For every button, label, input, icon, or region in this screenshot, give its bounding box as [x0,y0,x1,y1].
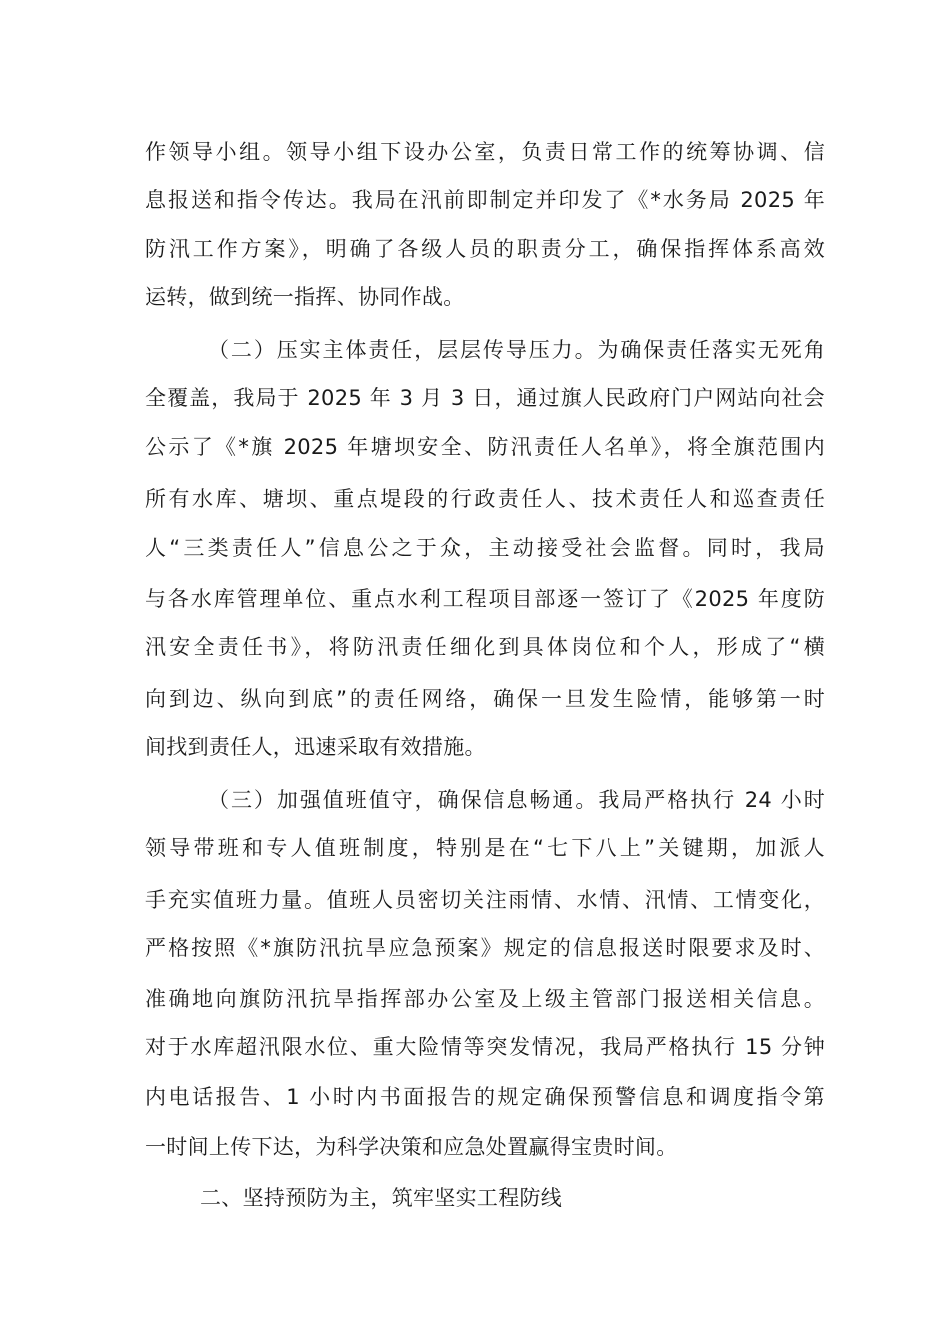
paragraph-3-line-1: （三）加强值班值守，确保信息畅通。我局严格执行 24 小时 [208,788,825,812]
paragraph-2-line-5: 人“三类责任人”信息公之于众，主动接受社会监督。同时，我局 [145,536,825,560]
paragraph-3-line-7: 内电话报告、1 小时内书面报告的规定确保预警信息和调度指令第 [145,1085,825,1109]
paragraph-2-line-9: 间找到责任人，迅速采取有效措施。 [145,735,486,759]
paragraph-3-line-4: 严格按照《*旗防汛抗旱应急预案》规定的信息报送时限要求及时、 [145,936,825,960]
paragraph-3-line-2: 领导带班和专人值班制度，特别是在“七下八上”关键期，加派人 [145,836,825,860]
paragraph-2-line-6: 与各水库管理单位、重点水利工程项目部逐一签订了《2025 年度防 [145,587,825,611]
section-heading-2: 二、坚持预防为主，筑牢坚实工程防线 [200,1186,563,1210]
paragraph-2-line-1: （二）压实主体责任，层层传导压力。为确保责任落实无死角 [208,338,825,362]
paragraph-1-line-1: 作领导小组。领导小组下设办公室，负责日常工作的统筹协调、信 [145,140,825,164]
paragraph-1-line-3: 防汛工作方案》，明确了各级人员的职责分工，确保指挥体系高效 [145,237,825,261]
paragraph-3-line-8: 一时间上传下达，为科学决策和应急处置赢得宝贵时间。 [145,1135,678,1159]
paragraph-3-line-3: 手充实值班力量。值班人员密切关注雨情、水情、汛情、工情变化， [145,888,825,912]
paragraph-2-line-4: 所有水库、塘坝、重点堤段的行政责任人、技术责任人和巡查责任 [145,487,825,511]
paragraph-2-line-3: 公示了《*旗 2025 年塘坝安全、防汛责任人名单》，将全旗范围内 [145,435,825,459]
paragraph-2-line-2: 全覆盖，我局于 2025 年 3 月 3 日，通过旗人民政府门户网站向社会 [145,386,825,410]
paragraph-1-line-2: 息报送和指令传达。我局在汛前即制定并印发了《*水务局 2025 年 [145,188,825,212]
paragraph-3-line-5: 准确地向旗防汛抗旱指挥部办公室及上级主管部门报送相关信息。 [145,987,825,1011]
paragraph-2-line-8: 向到边、纵向到底”的责任网络，确保一旦发生险情，能够第一时 [145,687,825,711]
paragraph-3-line-6: 对于水库超汛限水位、重大险情等突发情况，我局严格执行 15 分钟 [145,1035,825,1059]
paragraph-1-line-4: 运转，做到统一指挥、协同作战。 [145,285,465,309]
paragraph-2-line-7: 汛安全责任书》，将防汛责任细化到具体岗位和个人，形成了“横 [145,635,825,659]
